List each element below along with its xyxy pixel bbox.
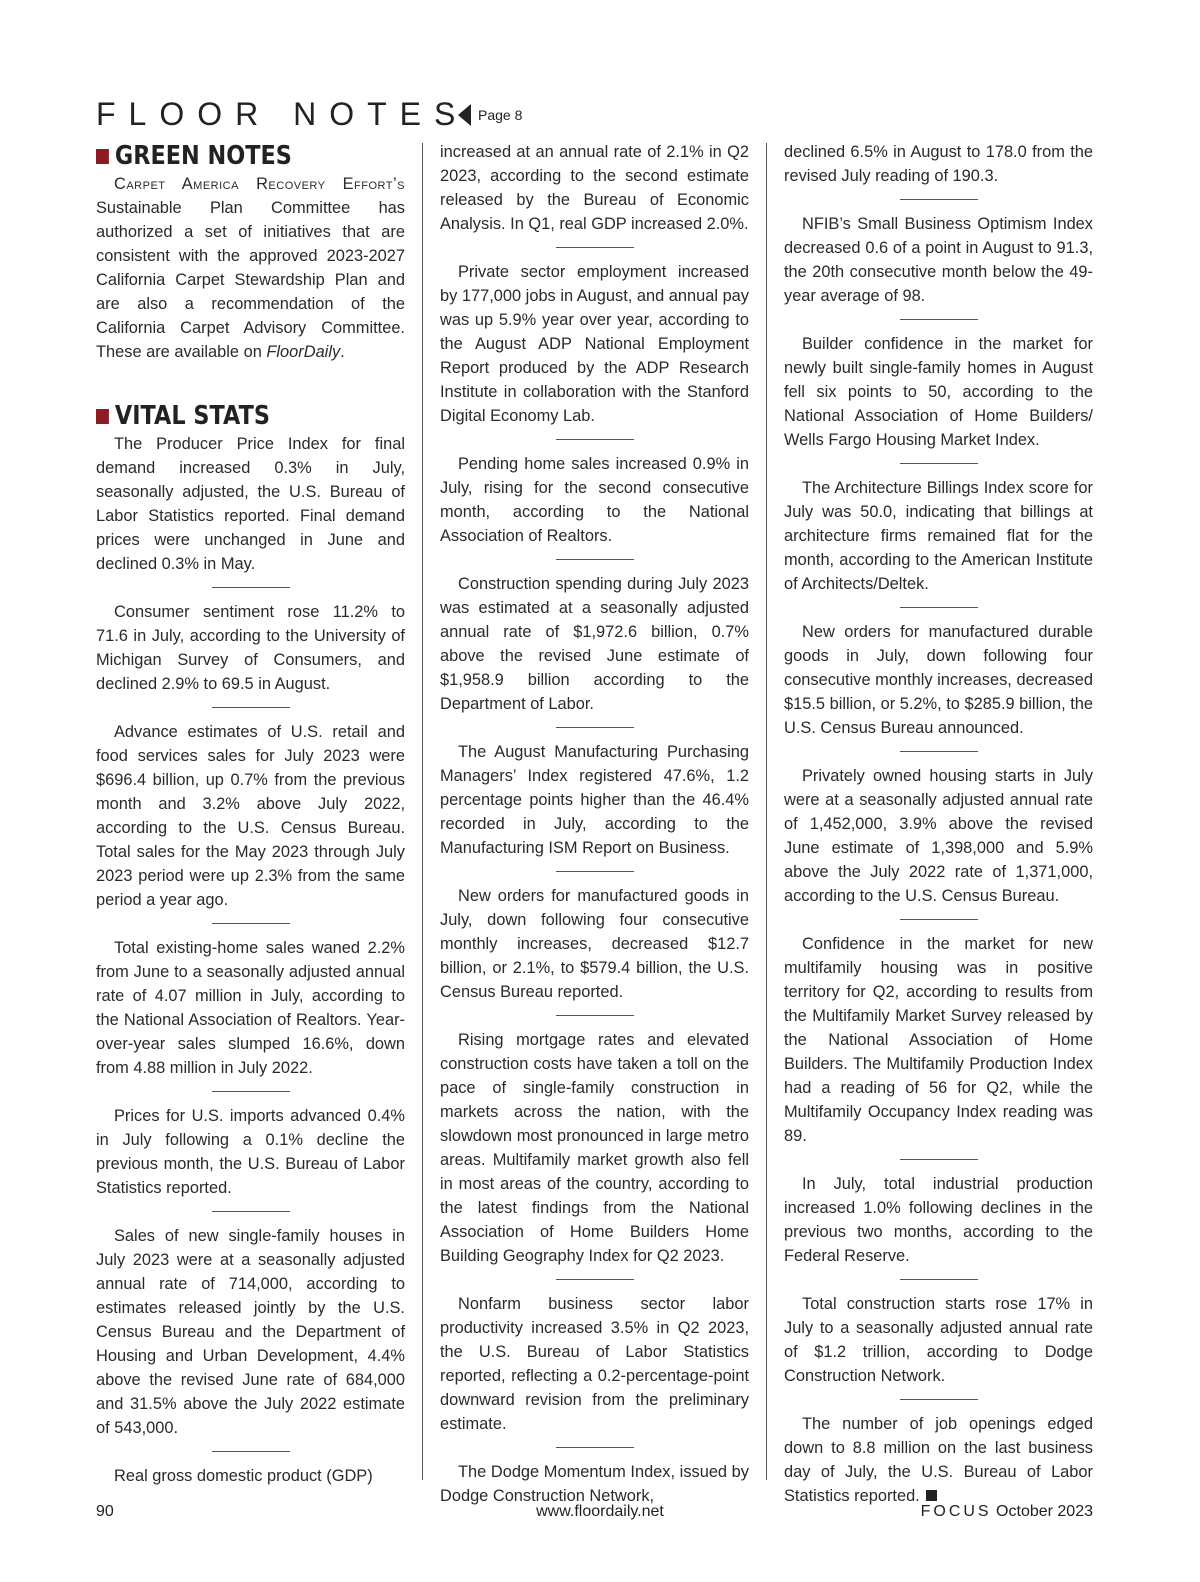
stat-item: New orders for manufactured durable goods in July, down following four consecutive monthly increases, decreased $15.5 billion, or 5.2%, to $285.9 billion, the U.S. Census Bureau announced. bbox=[784, 623, 1093, 737]
vital-stats-heading bbox=[96, 400, 362, 432]
item-separator bbox=[212, 707, 290, 708]
item-separator bbox=[900, 1399, 978, 1400]
stat-item: In July, total industrial production increased 1.0% following declines in the previous two months, according to the Federal Reserve. bbox=[784, 1175, 1093, 1265]
stat-item: NFIB’s Small Business Optimism Index decreased 0.6 of a point in August to 91.3, the 20th consecutive month below the 49-year average of 98. bbox=[784, 215, 1093, 305]
item-separator bbox=[212, 923, 290, 924]
column-divider bbox=[422, 143, 423, 1480]
source-name: FloorDaily bbox=[266, 343, 341, 361]
stat-item: Builder confidence in the market for newly built single-family homes in August fell six points to 50, according to the National Association of Home Builders/ Wells Fargo Housing Market Index. bbox=[784, 335, 1093, 449]
stat-item: The August Manufacturing Purchasing Managers’ Index registered 47.6%, 1.2 percentage points higher than the 46.4% recorded in July, according to the Manufacturing ISM Report on Business. bbox=[440, 743, 749, 857]
publication-issue bbox=[921, 1503, 1093, 1521]
vital-stats-heading-text: VITAL STATS bbox=[114, 401, 270, 431]
column-3 bbox=[784, 140, 1093, 1508]
page-number: 90 bbox=[96, 1503, 114, 1520]
org-name: Carpet America Recovery Effort’s bbox=[114, 175, 405, 193]
item-separator bbox=[900, 1159, 978, 1160]
stat-item-continued: increased at an annual rate of 2.1% in Q2 2023, according to the second estimate released by the Bureau of Economic Analysis. In Q1, real GDP increased 2.0%. bbox=[440, 143, 749, 233]
item-separator bbox=[900, 751, 978, 752]
page-reference[interactable] bbox=[458, 104, 522, 126]
stat-item-last: The number of job openings edged down to 8.8 million on the last business day of July, the U.S. Bureau of Labor Statistics reported. bbox=[784, 1415, 1093, 1505]
item-separator bbox=[900, 919, 978, 920]
stat-item: Sales of new single-family houses in July 2023 were at a seasonally adjusted annual rate of 714,000, according to estimates released jointly by the U.S. Census Bureau and the Department of Housing and Urban Development, 4.4% above the revised June rate of 684,000 and 31.5% above the July 2022 estimate of 543,000. bbox=[96, 1227, 405, 1437]
item-separator bbox=[556, 1447, 634, 1448]
stat-item: Advance estimates of U.S. retail and food services sales for July 2023 were $696.4 billion, up 0.7% from the previous month and 3.2% above July 2022, according to the U.S. Census Bureau. Total sales for the May 2023 through July 2023 period were up 2.3% from the same period a year ago. bbox=[96, 723, 405, 909]
item-separator bbox=[900, 607, 978, 608]
stat-item: Private sector employment increased by 177,000 jobs in August, and annual pay was up 5.9% year over year, according to the August ADP National Employment Report produced by the ADP Research Institute in collaboration with the Stanford Digital Economy Lab. bbox=[440, 263, 749, 425]
red-square-icon bbox=[96, 409, 109, 424]
item-separator bbox=[556, 727, 634, 728]
item-separator bbox=[556, 1279, 634, 1280]
stat-item: Rising mortgage rates and elevated construction costs have taken a toll on the pace of single-family construction in markets across the nation, with the slowdown most pronounced in large metro areas. Multifamily market growth also fell in most areas of the country, according to the latest findings from the National Association of Home Builders Home Building Geography Index for Q2 2023. bbox=[440, 1031, 749, 1265]
column-divider bbox=[766, 143, 767, 1480]
item-separator bbox=[212, 587, 290, 588]
stat-item: Total construction starts rose 17% in July to a seasonally adjusted annual rate of $1.2 trillion, according to Dodge Construction Network. bbox=[784, 1295, 1093, 1385]
stat-item: Total existing-home sales waned 2.2% from June to a seasonally adjusted annual rate of 4.07 million in July, according to the National Association of Realtors. Year-over-year sales slumped 16.6%, down from 4.88 million in July 2022. bbox=[96, 939, 405, 1077]
item-separator bbox=[900, 1279, 978, 1280]
item-separator bbox=[900, 463, 978, 464]
stat-item: Consumer sentiment rose 11.2% to 71.6 in July, according to the University of Michigan Survey of Consumers, and declined 2.9% to 69.5 in August. bbox=[96, 603, 405, 693]
stat-item: Confidence in the market for new multifamily housing was in positive territory for Q2, according to results from the Multifamily Market Survey released by the National Association of Home Builders. The Multifamily Production Index had a reading of 56 for Q2, while the Multifamily Occupancy Index reading was 89. bbox=[784, 935, 1093, 1145]
item-separator bbox=[556, 439, 634, 440]
page-reference-label: Page 8 bbox=[478, 107, 523, 123]
item-separator bbox=[900, 319, 978, 320]
stat-item: Prices for U.S. imports advanced 0.4% in July following a 0.1% decline the previous month, the U.S. Bureau of Labor Statistics reported. bbox=[96, 1107, 405, 1197]
section-title: FLOOR NOTES bbox=[96, 96, 469, 132]
red-square-icon bbox=[96, 149, 109, 164]
stat-item: Nonfarm business sector labor productivity increased 3.5% in Q2 2023, the U.S. Bureau of Labor Statistics reported, reflecting a 0.2-percentage-point downward revision from the preliminary estimate. bbox=[440, 1295, 749, 1433]
website-link[interactable]: www.floordaily.net bbox=[536, 1503, 664, 1520]
item-separator bbox=[212, 1211, 290, 1212]
issue-date: October 2023 bbox=[996, 1503, 1093, 1520]
stat-item: New orders for manufactured goods in July, down following four consecutive monthly increases, decreased $12.7 billion, or 2.1%, to $579.4 billion, the U.S. Census Bureau reported. bbox=[440, 887, 749, 1001]
stat-item: The Dodge Momentum Index, issued by Dodge Construction Network, bbox=[440, 1463, 749, 1505]
item-separator bbox=[556, 871, 634, 872]
green-notes-heading bbox=[96, 140, 362, 172]
end-mark-icon bbox=[926, 1490, 937, 1501]
stat-item: Real gross domestic product (GDP) bbox=[114, 1467, 373, 1485]
publication-name: FOCUS bbox=[920, 1503, 992, 1520]
stat-item-continued: declined 6.5% in August to 178.0 from the revised July reading of 190.3. bbox=[784, 143, 1093, 185]
item-separator bbox=[556, 247, 634, 248]
stat-item: Pending home sales increased 0.9% in July, rising for the second consecutive month, according to the National Association of Realtors. bbox=[440, 455, 749, 545]
back-arrow-icon bbox=[458, 104, 471, 126]
item-separator bbox=[556, 1015, 634, 1016]
item-separator bbox=[556, 559, 634, 560]
stat-item: Construction spending during July 2023 was estimated at a seasonally adjusted annual rate of $1,972.6 billion, 0.7% above the revised June estimate of $1,958.9 billion according to the Department of Labor. bbox=[440, 575, 749, 713]
item-separator bbox=[900, 199, 978, 200]
stat-item: The Producer Price Index for final demand increased 0.3% in July, seasonally adjusted, the U.S. Bureau of Labor Statistics reported. Final demand prices were unchanged in June and declined 0.3% in May. bbox=[96, 435, 405, 573]
stat-item: Privately owned housing starts in July were at a seasonally adjusted annual rate of 1,452,000, 3.9% above the revised June estimate of 1,398,000 and 5.9% above the July 2022 rate of 1,371,000, according to the U.S. Census Bureau. bbox=[784, 767, 1093, 905]
column-2 bbox=[440, 140, 749, 1508]
item-separator bbox=[212, 1451, 290, 1452]
stat-item: The Architecture Billings Index score for July was 50.0, indicating that billings at architecture firms remained flat for the month, according to the American Institute of Architects/Deltek. bbox=[784, 479, 1093, 593]
column-1 bbox=[96, 140, 405, 1488]
item-separator bbox=[212, 1091, 290, 1092]
green-notes-heading-text: GREEN NOTES bbox=[114, 141, 292, 171]
green-notes-paragraph: Carpet America Recovery Effort’s Sustainable Plan Committee has authorized a set of initiatives that are consistent with the approved 2023-2027 California Carpet Stewardship Plan and are also a recommendation of the California Carpet Advisory Committee. These are available on FloorDaily. bbox=[96, 175, 405, 361]
